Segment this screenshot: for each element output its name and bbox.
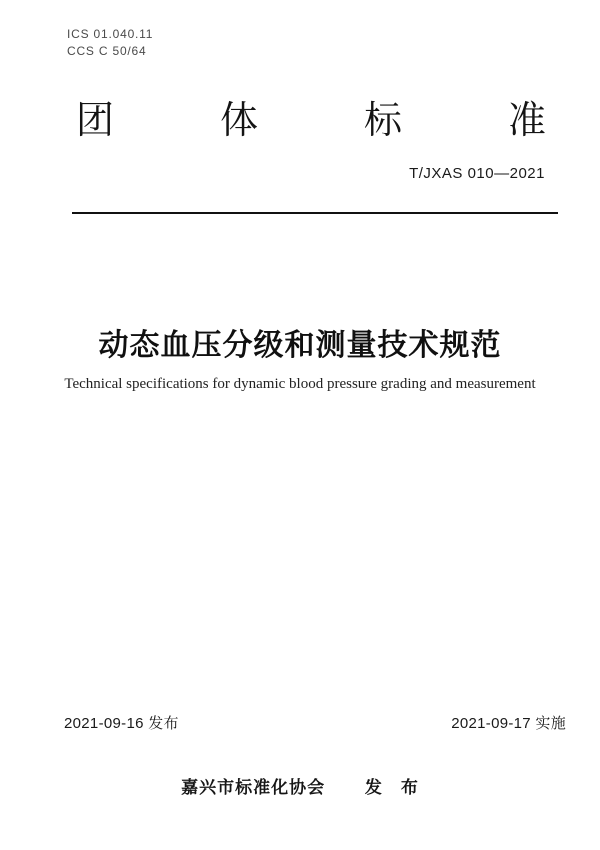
standard-type-title	[76, 102, 546, 140]
implementation-date: 2021-09-17 实施	[451, 715, 566, 732]
issue-date: 2021-09-16 发布	[64, 715, 179, 732]
standard-type-char: 体	[219, 100, 258, 142]
publisher-action: 发 布	[364, 778, 419, 797]
publisher-line	[0, 773, 600, 798]
classification-codes	[67, 26, 153, 60]
publisher-org: 嘉兴市标准化协会	[181, 778, 326, 797]
standard-number: T/JXAS 010—2021	[409, 165, 545, 182]
ccs-code: CCS C 50/64	[67, 44, 147, 58]
standard-type-char: 团	[76, 100, 115, 142]
document-title-zh: 动态血压分级和测量技术规范	[98, 329, 502, 362]
document-title-en: Technical specifications for dynamic blood pressure grading and measurement	[64, 376, 536, 392]
dates-row	[64, 712, 566, 733]
header-divider	[72, 212, 558, 214]
standard-type-char: 准	[507, 100, 546, 142]
ics-code: ICS 01.040.11	[67, 27, 154, 41]
standard-type-char: 标	[363, 100, 402, 142]
